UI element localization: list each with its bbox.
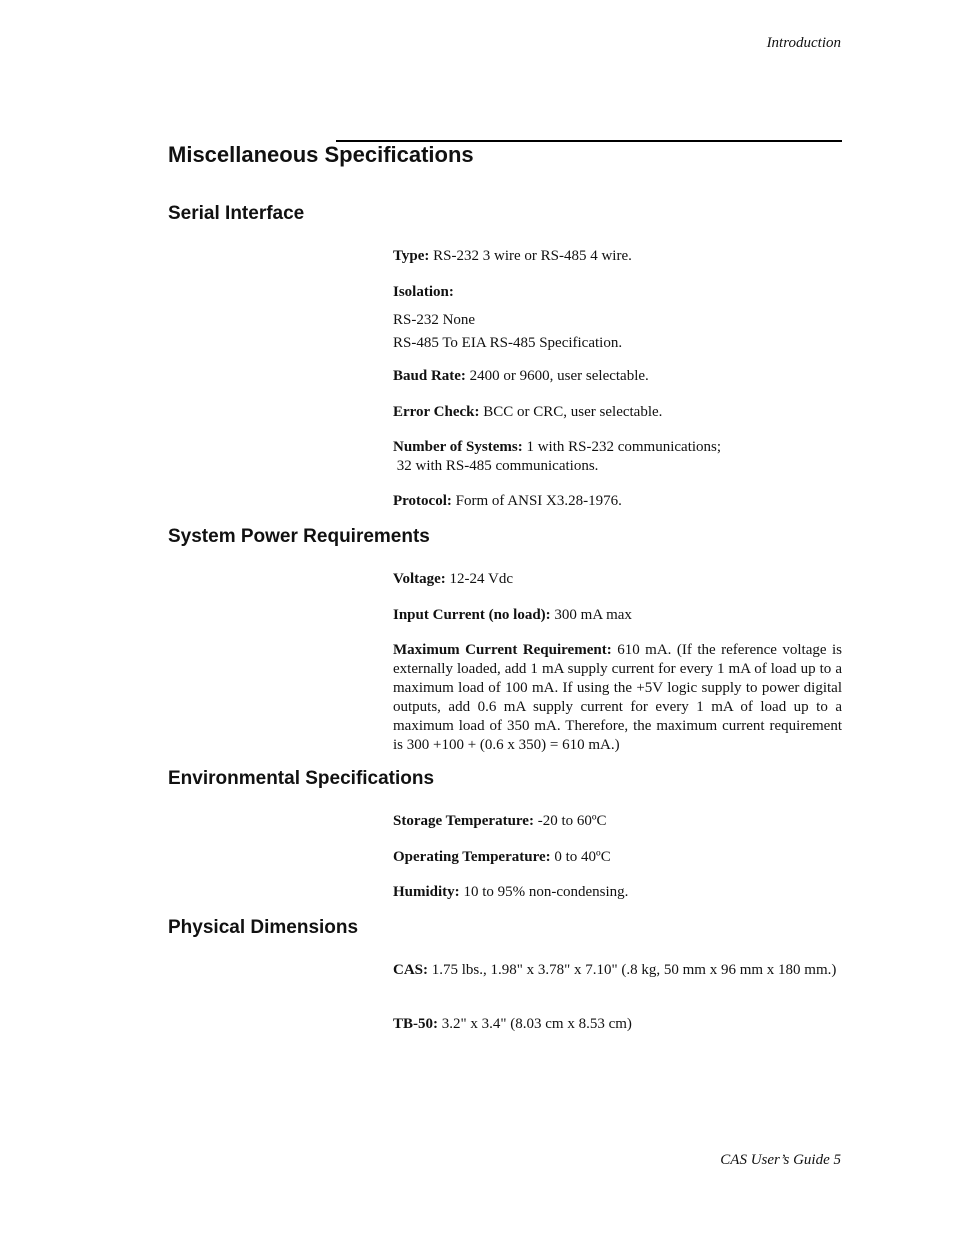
- spec-isolation-values: [393, 309, 842, 355]
- section-title-environmental: Environmental Specifications: [168, 768, 435, 789]
- spec-isolation-label: [393, 283, 842, 302]
- spec-value: Form of ANSI X3.28-1976.: [455, 493, 622, 509]
- running-head: Introduction: [766, 35, 841, 51]
- spec-value: 10 to 95% non-condensing.: [463, 884, 629, 900]
- spec-cas-dimensions: [393, 961, 842, 980]
- spec-baud-rate: [393, 367, 842, 386]
- spec-value: 2400 or 9600, user selectable.: [469, 368, 649, 384]
- chapter-title: Miscellaneous Specifications: [168, 142, 474, 167]
- spec-label: Isolation:: [393, 284, 454, 300]
- spec-voltage: [393, 570, 842, 589]
- spec-value: 610 mA. (If the reference voltage is externally loaded, add 1 mA supply current for every 1 mA of load up to a maximum load of 100 mA. If using the +5V logic supply to power digital outputs, add 0.6 mA supply current for every 1 mA of load up to a maximum load of 350 mA. Therefore, the maximum current requirement is 300 +100 + (0.6 x 350) = 610 mA.): [393, 642, 843, 753]
- spec-value: 12-24 Vdc: [449, 571, 513, 587]
- spec-value: 0 to 40ºC: [554, 849, 611, 865]
- spec-value: RS-232 None: [393, 312, 476, 328]
- spec-value: RS-485 To EIA RS-485 Specification.: [393, 335, 623, 351]
- spec-label: Type:: [393, 248, 430, 264]
- spec-label: Voltage:: [393, 571, 446, 587]
- spec-label: Protocol:: [393, 493, 452, 509]
- spec-label: Input Current (no load):: [393, 607, 551, 623]
- spec-tb50-dimensions: [393, 1015, 842, 1034]
- section-title-system-power: System Power Requirements: [168, 526, 430, 547]
- spec-label: Number of Systems:: [393, 439, 523, 455]
- spec-value: RS-232 3 wire or RS-485 4 wire.: [433, 248, 632, 264]
- section-title-serial-interface: Serial Interface: [168, 203, 305, 224]
- spec-label: Operating Temperature:: [393, 849, 551, 865]
- spec-number-of-systems: [393, 438, 842, 476]
- page-footer: CAS User’s Guide 5: [720, 1152, 841, 1168]
- spec-label: Humidity:: [393, 884, 460, 900]
- spec-value: -20 to 60ºC: [537, 813, 607, 829]
- spec-humidity: [393, 883, 842, 902]
- spec-input-current: [393, 606, 842, 625]
- section-title-physical-dimensions: Physical Dimensions: [168, 917, 359, 938]
- spec-maximum-current: [393, 641, 842, 755]
- spec-label: Storage Temperature:: [393, 813, 534, 829]
- spec-label: Baud Rate:: [393, 368, 466, 384]
- spec-value: BCC or CRC, user selectable.: [483, 404, 663, 420]
- spec-type: [393, 247, 842, 266]
- spec-value: 1.75 lbs., 1.98" x 3.78" x 7.10" (.8 kg, 50 mm x 96 mm x 180 mm.): [431, 962, 837, 978]
- spec-value: 3.2" x 3.4" (8.03 cm x 8.53 cm): [441, 1016, 632, 1032]
- spec-label: Maximum Current Requirement:: [393, 642, 612, 658]
- spec-label: TB-50:: [393, 1016, 438, 1032]
- spec-error-check: [393, 403, 842, 422]
- spec-label: Error Check:: [393, 404, 480, 420]
- spec-value: 300 mA max: [554, 607, 632, 623]
- spec-value: 1 with RS-232 communications;: [526, 439, 722, 455]
- spec-storage-temperature: [393, 812, 842, 831]
- spec-label: CAS:: [393, 962, 429, 978]
- spec-value: 32 with RS-485 communications.: [396, 458, 599, 474]
- spec-operating-temperature: [393, 848, 842, 867]
- spec-protocol: [393, 492, 842, 511]
